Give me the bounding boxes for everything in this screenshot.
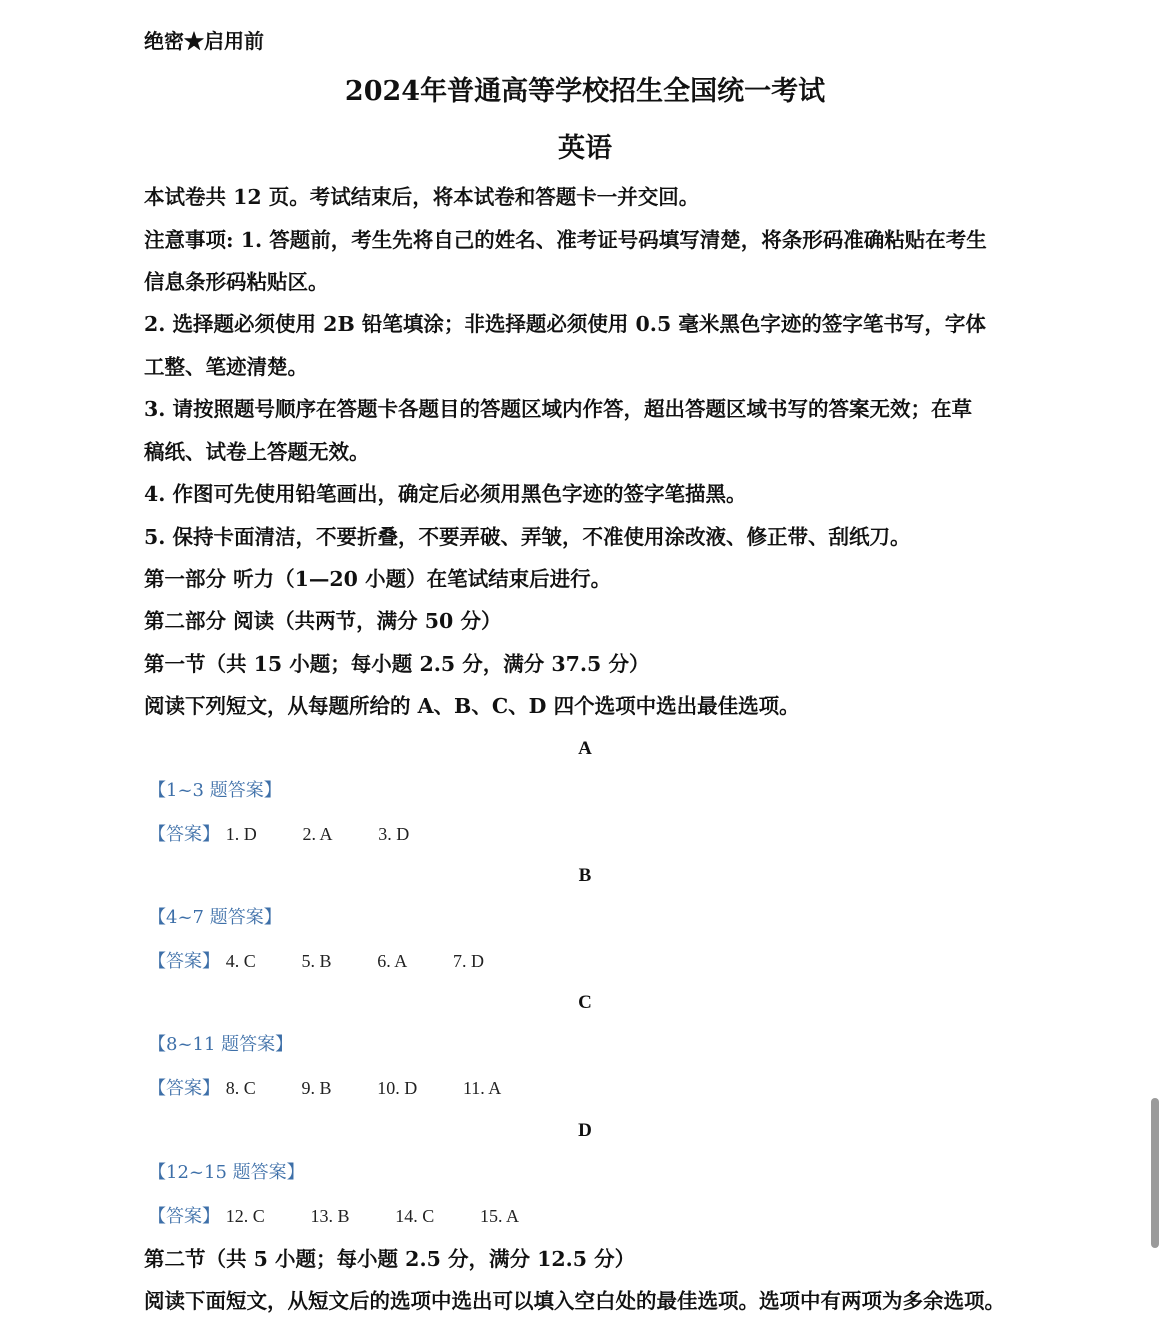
answer-row	[148, 1204, 559, 1229]
instruction-line: 3. 请按照题号顺序在答题卡各题目的答题区域内作答，超出答题区域书写的答案无效；在草	[144, 397, 973, 421]
answer-item: 14. C	[395, 1206, 435, 1226]
part2-heading: 第二部分 阅读（共两节，满分 50 分）	[144, 609, 502, 633]
instruction-line: 4. 作图可先使用铅笔画出，确定后必须用黑色字迹的签字笔描黑。	[144, 482, 747, 506]
instruction-line: 稿纸、试卷上答题无效。	[144, 440, 370, 464]
answer-item: 11. A	[462, 1078, 502, 1098]
instruction-line: 本试卷共 12 页。考试结束后，将本试卷和答题卡一并交回。	[144, 185, 700, 209]
answer-item: 13. B	[310, 1206, 350, 1226]
passage-letter: A	[578, 738, 592, 759]
section1-heading: 第一节（共 15 小题；每小题 2.5 分，满分 37.5 分）	[144, 652, 650, 676]
answer-header: 【8~11 题答案】	[148, 1034, 294, 1055]
passage-letter: D	[578, 1120, 592, 1141]
part1-heading: 第一部分 听力（1—20 小题）在笔试结束后进行。	[144, 567, 612, 591]
answer-item: 8. C	[225, 1078, 256, 1098]
answer-tag: 【答案】	[148, 951, 220, 972]
answer-header: 【1~3 题答案】	[148, 780, 282, 801]
answer-header: 【12~15 题答案】	[148, 1162, 305, 1183]
vertical-scrollbar[interactable]	[1151, 1098, 1159, 1248]
answer-tag: 【答案】	[148, 824, 220, 845]
answer-item: 12. C	[225, 1206, 265, 1226]
section2-heading: 第二节（共 5 小题；每小题 2.5 分，满分 12.5 分）	[144, 1247, 636, 1271]
answer-item: 10. D	[377, 1078, 418, 1098]
section1-instruction: 阅读下列短文，从每题所给的 A、B、C、D 四个选项中选出最佳选项。	[144, 694, 800, 718]
passage-letter: C	[578, 992, 592, 1013]
instruction-line: 工整、笔迹清楚。	[144, 355, 308, 379]
answer-item: 6. A	[377, 951, 408, 971]
answer-item: 7. D	[452, 951, 484, 971]
answer-item: 15. A	[479, 1206, 519, 1226]
section2-instruction: 阅读下面短文，从短文后的选项中选出可以填入空白处的最佳选项。选项中有两项为多余选项。	[144, 1289, 1005, 1313]
answer-row	[148, 949, 524, 974]
answer-tag: 【答案】	[148, 1206, 220, 1227]
answer-item: 1. D	[225, 824, 257, 844]
instruction-line: 5. 保持卡面清洁，不要折叠，不要弄破、弄皱，不准使用涂改液、修正带、刮纸刀。	[144, 525, 911, 549]
subject-title: 英语	[558, 133, 612, 164]
instruction-line: 信息条形码粘贴区。	[144, 270, 329, 294]
answer-item: 4. C	[225, 951, 256, 971]
answer-row	[148, 822, 449, 847]
answer-item: 9. B	[301, 1078, 332, 1098]
exam-title: 2024年普通高等学校招生全国统一考试	[344, 76, 826, 107]
answer-header: 【4~7 题答案】	[148, 907, 282, 928]
answer-item: 5. B	[301, 951, 332, 971]
answer-tag: 【答案】	[148, 1078, 220, 1099]
answer-row	[148, 1076, 541, 1101]
passage-letter: B	[578, 865, 592, 886]
answer-item: 3. D	[378, 824, 410, 844]
confidential-label: 绝密★启用前	[144, 29, 264, 53]
instruction-line: 注意事项: 1. 答题前，考生先将自己的姓名、准考证号码填写清楚，将条形码准确粘贴在考生	[144, 228, 987, 252]
instruction-line: 2. 选择题必须使用 2B 铅笔填涂；非选择题必须使用 0.5 毫米黑色字迹的签字笔书写，字体	[144, 312, 986, 336]
answer-item: 2. A	[302, 824, 333, 844]
